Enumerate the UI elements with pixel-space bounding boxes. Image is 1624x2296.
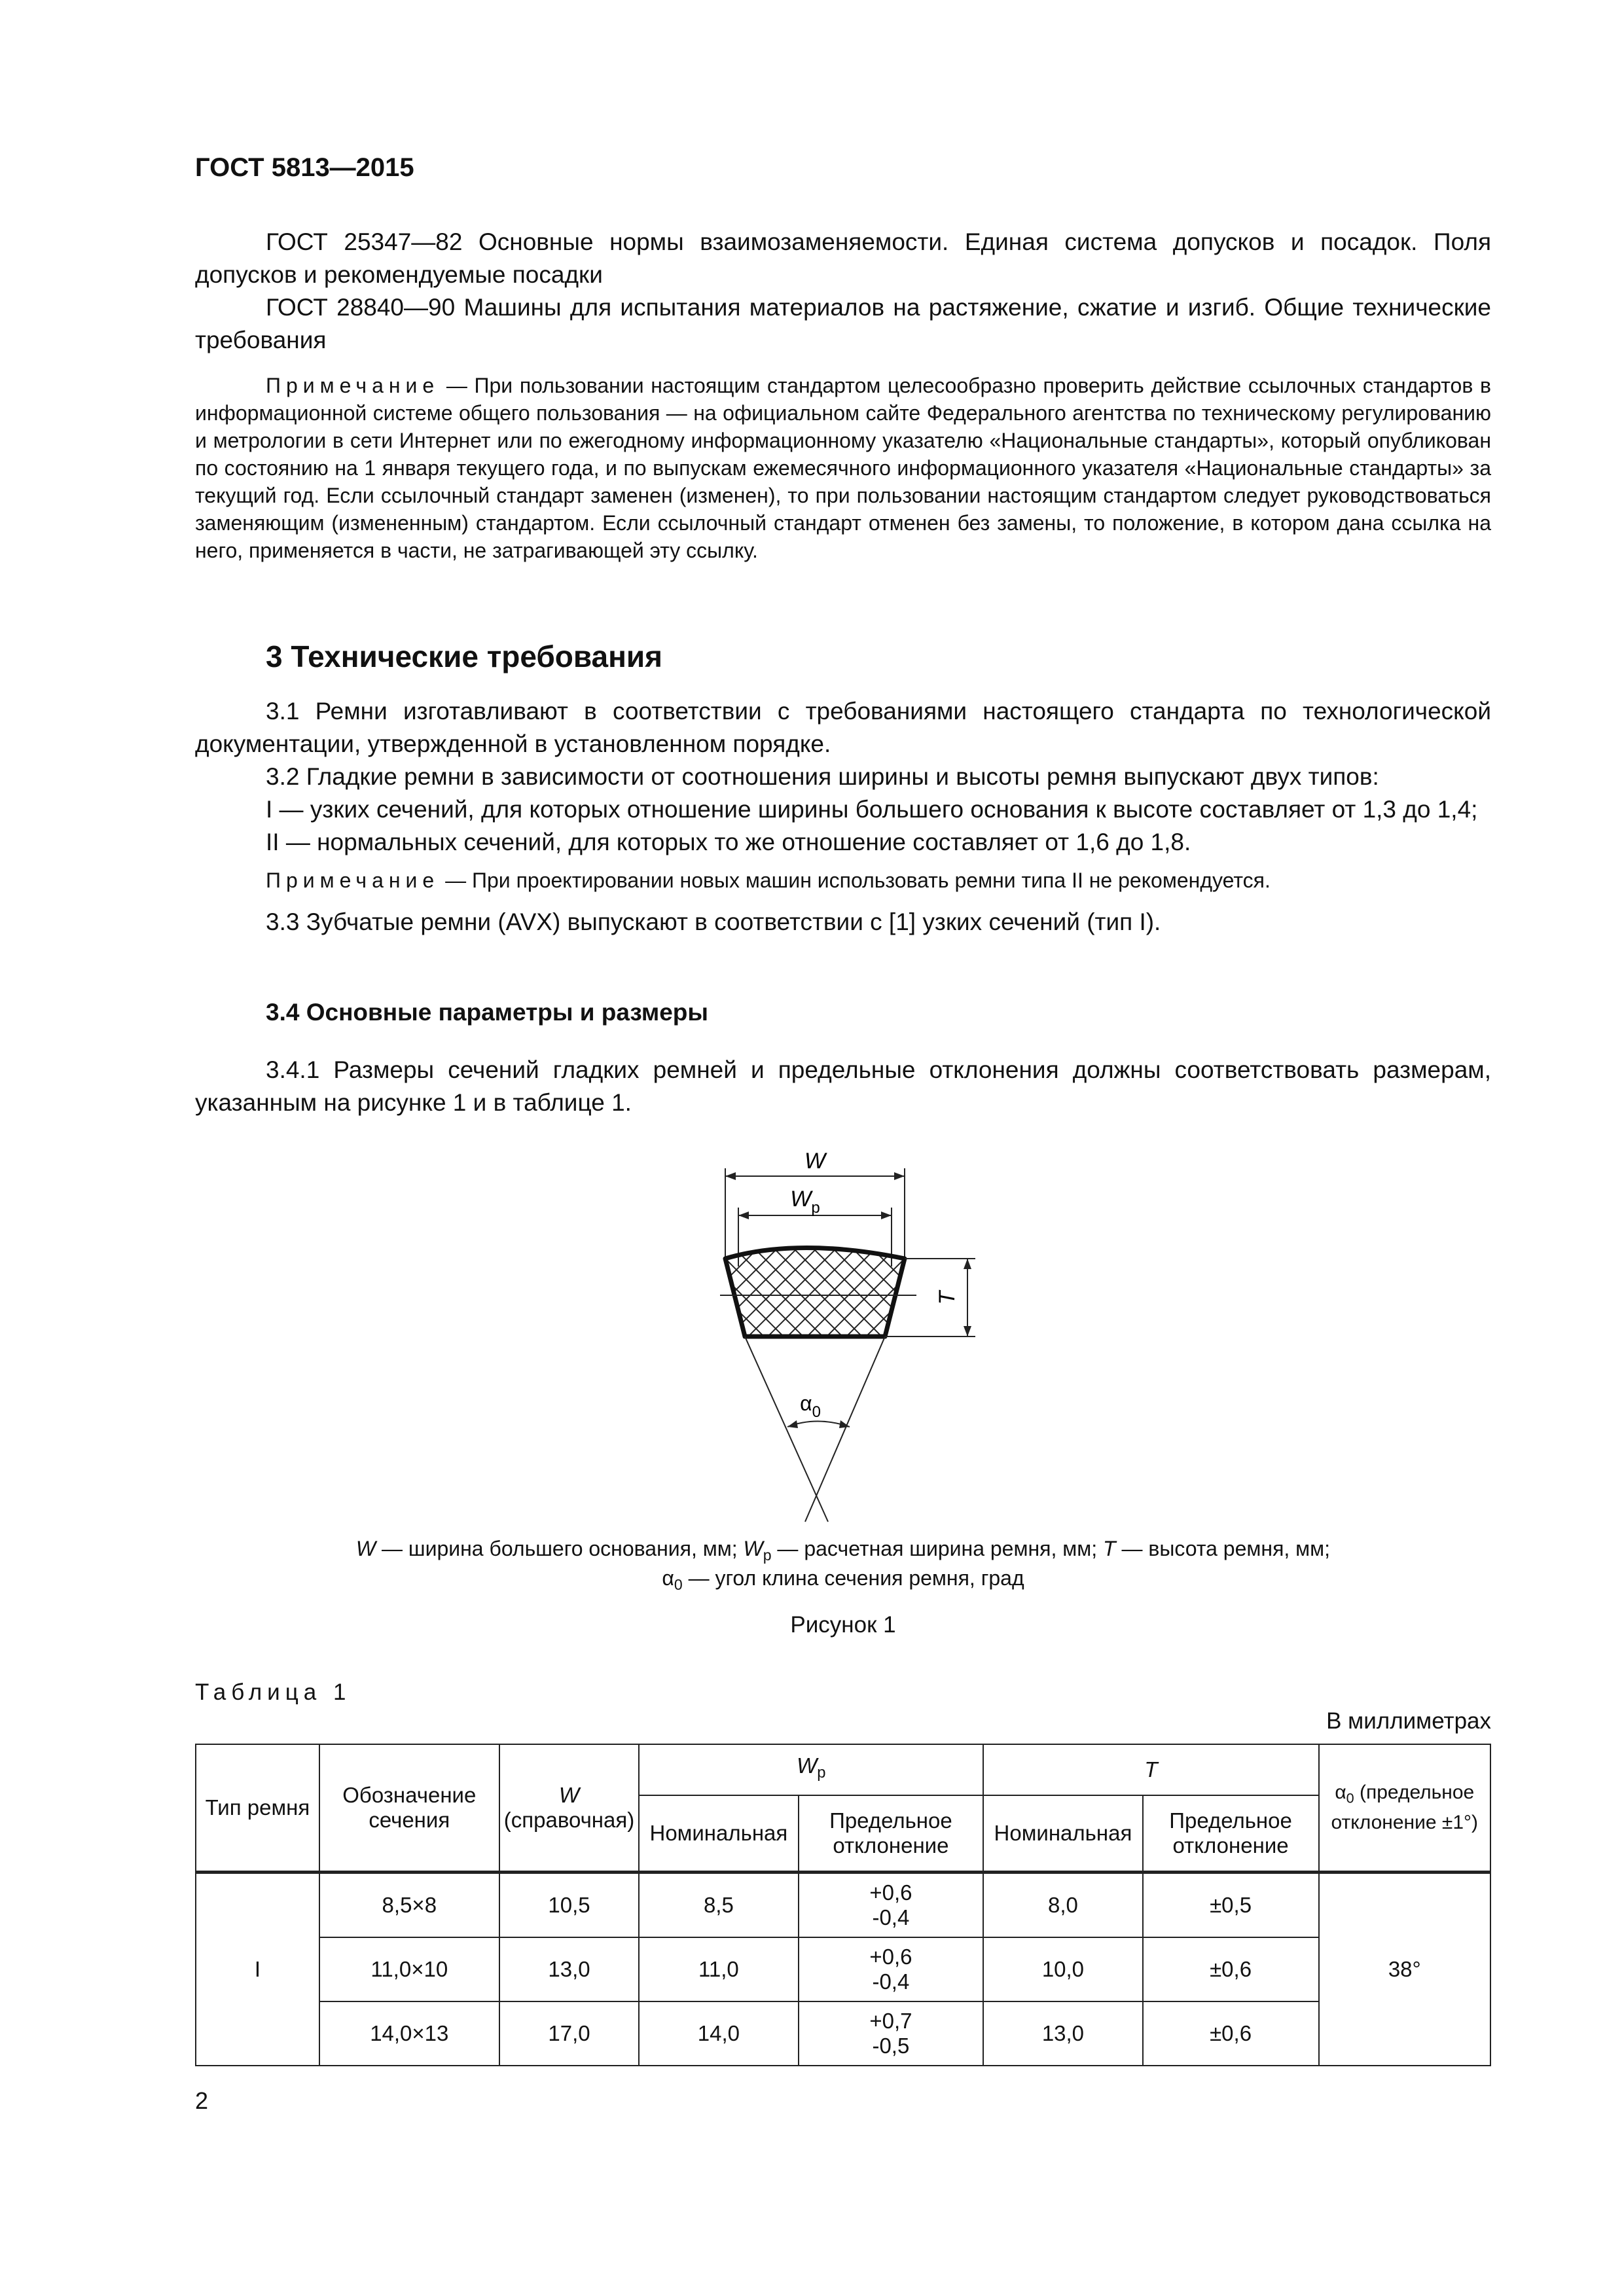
note-label: Примечание (266, 374, 440, 397)
cell-designation: 11,0×10 (319, 1937, 499, 2001)
belt-section-figure (707, 1142, 995, 1535)
header-t-nominal: Номинальная (983, 1795, 1142, 1873)
normative-references (195, 226, 1491, 357)
table-caption: Таблица 1 (195, 1679, 352, 1705)
table-row (196, 1937, 1490, 2001)
cell-designation: 14,0×13 (319, 2001, 499, 2066)
belt-dimensions-table (195, 1744, 1491, 2066)
cell-w: 10,5 (499, 1873, 639, 1938)
table-row (196, 2001, 1490, 2066)
paragraph-3-3: 3.3 Зубчатые ремни (AVX) выпускают в соответствии с [1] узких сечений (тип I). (266, 908, 1161, 935)
paragraph-3-2: 3.2 Гладкие ремни в зависимости от соотношения ширины и высоты ремня выпускают двух типов: (266, 763, 1379, 790)
cell-t-nominal: 10,0 (983, 1937, 1142, 2001)
cell-wp-nominal: 11,0 (639, 1937, 798, 2001)
running-header: ГОСТ 5813—2015 (195, 153, 414, 182)
paragraph-3-4-1-block (195, 1054, 1491, 1119)
header-type: Тип ремня (196, 1744, 319, 1873)
header-t-deviation: Предельное отклонение (1143, 1795, 1319, 1873)
svg-text:α0 (800, 1391, 821, 1421)
cell-t-deviation: ±0,5 (1143, 1873, 1319, 1938)
header-alpha: $\alpha_0$ (предельное отклонение ±1°) (1319, 1744, 1490, 1873)
label-w: W (804, 1149, 826, 1174)
header-w: W (справочная) (499, 1744, 639, 1873)
cell-alpha: 38° (1319, 1873, 1490, 2066)
cell-wp-deviation: +0,7 -0,5 (799, 2001, 984, 2066)
note-references (195, 372, 1491, 564)
cell-designation: 8,5×8 (319, 1873, 499, 1938)
table-row (196, 1873, 1490, 1938)
paragraph-3-2-type-1: I — узких сечений, для которых отношение ширины большего основания к высоте составляет от 1,3 до 1,4; (266, 796, 1478, 823)
reference-gost-28840: ГОСТ 28840—90 Машины для испытания материалов на растяжение, сжатие и изгиб. Общие технические требования (195, 294, 1491, 353)
cell-t-nominal: 13,0 (983, 2001, 1142, 2066)
header-wp: $W_p$ (639, 1744, 983, 1795)
label-wp-sub: p (811, 1199, 820, 1217)
cell-t-nominal: 8,0 (983, 1873, 1142, 1938)
cell-wp-deviation: +0,6 -0,4 (799, 1937, 984, 2001)
paragraph-3-1: 3.1 Ремни изготавливают в соответствии с требованиями настоящего стандарта по технологической документации, утвержденной в установленном порядке. (195, 698, 1491, 757)
label-alpha: α (800, 1391, 812, 1415)
cell-w: 13,0 (499, 1937, 639, 2001)
section-title: 3 Технические требования (266, 639, 662, 673)
figure-title: Рисунок 1 (790, 1612, 896, 1638)
label-wp: W (790, 1187, 812, 1211)
cell-wp-nominal: 14,0 (639, 2001, 798, 2066)
header-t: T (983, 1744, 1318, 1795)
svg-text:Wp (790, 1187, 820, 1217)
paragraph-3-2-type-2: II — нормальных сечений, для которых то же отношение составляет от 1,6 до 1,8. (266, 829, 1191, 855)
header-wp-deviation: Предельное отклонение (799, 1795, 984, 1873)
cell-t-deviation: ±0,6 (1143, 1937, 1319, 2001)
cell-t-deviation: ±0,6 (1143, 2001, 1319, 2066)
page-number: 2 (195, 2087, 209, 2114)
cell-wp-nominal: 8,5 (639, 1873, 798, 1938)
cell-wp-deviation: +0,6 -0,4 (799, 1873, 984, 1938)
note-text: — При пользовании настоящим стандартом целесообразно проверить действие ссылочных стандартов в информационной системе общего пользования — на официальном сайте Федерального агентства по техническому регулированию и метрологии в сети Интернет или по ежегодному информационному указателю «Национальные стандарты», который опубликован по состоянию на 1 января текущего года, и по выпускам ежемесячного информационного указателя «Национальные стандарты» за текущий год. Если ссылочный стандарт заменен (изменен), то при пользовании настоящим стандартом следует руководствоваться заменяющим (измененным) стандартом. Если ссылочный стандарт отменен без замены, то положение, в котором дана ссылка на него, применяется в части, не затрагивающей эту ссылку. (195, 374, 1491, 562)
figure-legend-line2: $\alpha_0$ — угол клина сечения ремня, град (662, 1566, 1024, 1593)
figure-legend-line1: W — ширина большего основания, мм; $W_p$ — расчетная ширина ремня, мм; T — высота ремня, мм; (355, 1537, 1331, 1564)
header-wp-nominal: Номинальная (639, 1795, 798, 1873)
cell-type: I (196, 1873, 319, 2066)
header-designation: Обозначение сечения (319, 1744, 499, 1873)
cell-w: 17,0 (499, 2001, 639, 2066)
subsection-title: 3.4 Основные параметры и размеры (266, 999, 709, 1026)
table-units: В миллиметрах (1326, 1708, 1491, 1734)
paragraph-3-4-1: 3.4.1 Размеры сечений гладких ремней и предельные отклонения должны соответствовать размерам, указанным на рисунке 1 и в таблице 1. (195, 1056, 1491, 1116)
note2-text: — При проектировании новых машин использовать ремни типа II не рекомендуется. (439, 869, 1271, 892)
note2-label: Примечание (266, 869, 440, 892)
label-t: T (935, 1291, 960, 1305)
reference-gost-25347: ГОСТ 25347—82 Основные нормы взаимозаменяемости. Единая система допусков и посадок. Поля допусков и рекомендуемые посадки (195, 228, 1491, 288)
section-3-body (195, 695, 1491, 939)
label-alpha-sub: 0 (812, 1403, 821, 1421)
